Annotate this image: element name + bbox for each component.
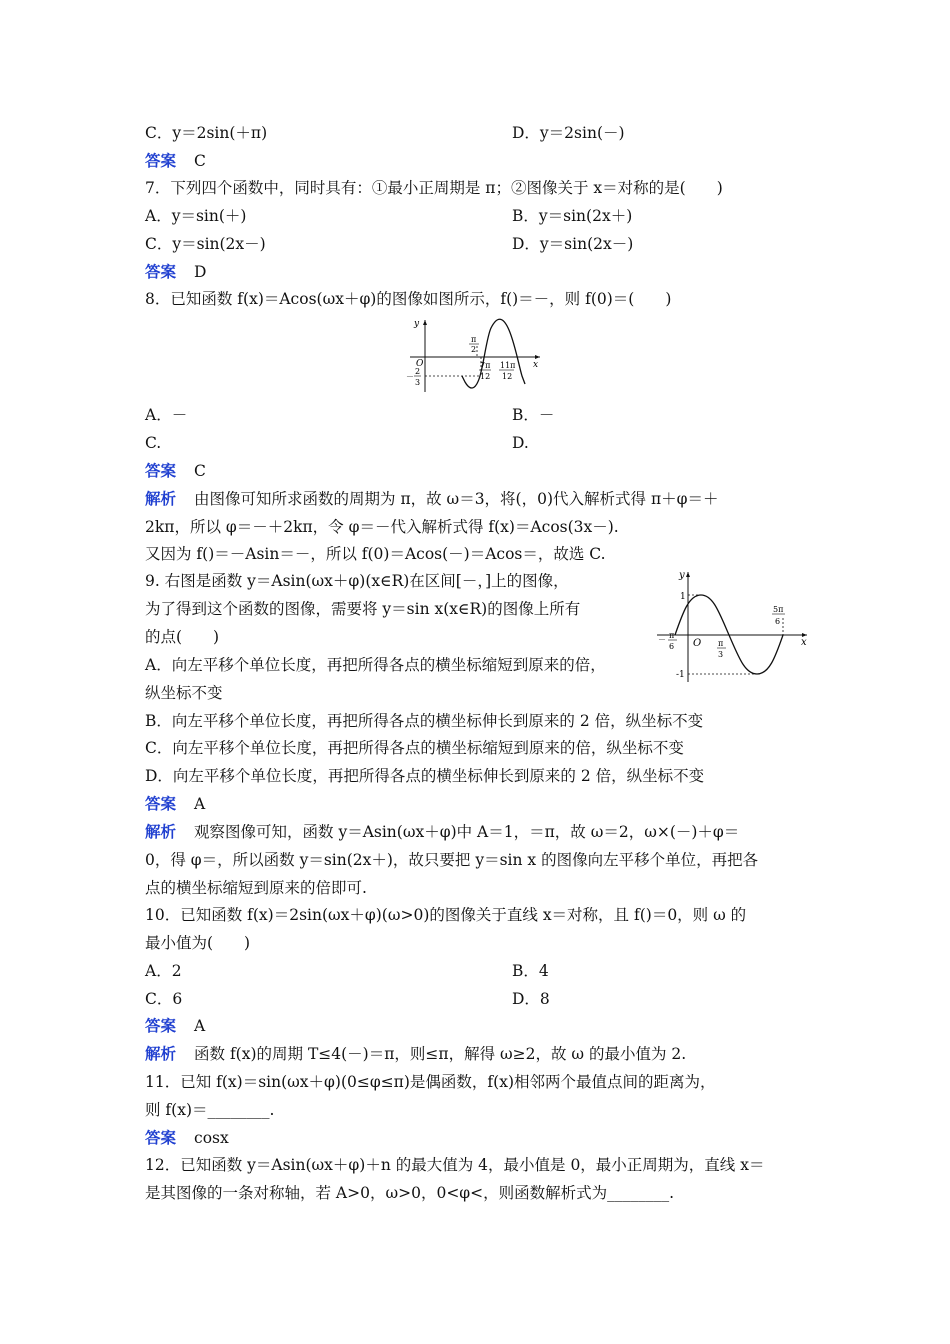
q9-pi-3-num: π: [718, 639, 724, 648]
q8-stem: 8．已知函数 f(x)＝Acos(ωx＋φ)的图像如图所示，f()＝－，则 f(0)＝( ): [145, 290, 672, 308]
q9-graph-x-label: x: [801, 637, 807, 648]
q9-graph-origin: O: [693, 638, 702, 649]
q10-option-a: A．2: [145, 962, 182, 980]
q8-cosine-graph: [405, 316, 545, 394]
q7-option-c: C．y＝sin(2x－): [145, 235, 266, 253]
q8-option-b: B．－: [512, 406, 555, 424]
q8-option-d: D.: [512, 434, 529, 452]
q8-pi-over-2-den: 2: [471, 345, 477, 354]
q12-stem-line2: 是其图像的一条对称轴，若 A>0，ω>0，0<φ<，则函数解析式为________.: [145, 1184, 675, 1202]
q8-option-c: C.: [145, 434, 162, 452]
answer-value: C: [194, 152, 206, 170]
analysis-text: 函数 f(x)的周期 T≤4(－)＝π，则≤π，解得 ω≥2，故 ω 的最小值为 2.: [194, 1045, 687, 1063]
q9-5pi-6-num: 5π: [773, 605, 784, 614]
analysis-text: 由图像可知所求函数的周期为 π，故 ω＝3，将(，0)代入解析式得 π＋φ＝＋: [194, 490, 719, 508]
answer-label: 答案: [145, 1129, 177, 1147]
q8-two-thirds-num: 2: [415, 367, 421, 376]
answer-label: 答案: [145, 1017, 177, 1035]
q9-option-c: C．向左平移个单位长度，再把所得各点的横坐标缩短到原来的倍，纵坐标不变: [145, 739, 684, 757]
q9-neg-sign: －: [658, 635, 666, 644]
q12-stem-line1: 12．已知函数 y＝Asin(ωx＋φ)＋n 的最大值为 4，最小值是 0，最小正周期为，直线 x＝: [145, 1156, 765, 1174]
answer-label: 答案: [145, 462, 177, 480]
q8-graph-y-label: y: [414, 319, 420, 329]
q9-option-b: B．向左平移个单位长度，再把所得各点的横坐标伸长到原来的 2 倍，纵坐标不变: [145, 712, 704, 730]
q9-pi-3-den: 3: [718, 650, 724, 659]
q9-stem-line3: 的点( ): [145, 628, 220, 646]
q9-option-d: D．向左平移个单位长度，再把所得各点的横坐标伸长到原来的 2 倍，纵坐标不变: [145, 767, 705, 785]
q8-two-thirds-den: 3: [415, 378, 421, 387]
answer-value: cosx: [194, 1129, 229, 1147]
q10-analysis: [145, 1043, 686, 1065]
q8-analysis-line3: 又因为 f()＝－Asin＝－，所以 f(0)＝Acos(－)＝Acos＝，故选 C.: [145, 545, 606, 563]
q10-stem-line1: 10．已知函数 f(x)＝2sin(ωx＋φ)(ω>0)的图像关于直线 x＝对称，且 f()＝0，则 ω 的: [145, 906, 747, 924]
q11-stem-line1: 11．已知 f(x)＝sin(ωx＋φ)(0≤φ≤π)是偶函数，f(x)相邻两个最值点间的距离为，: [145, 1073, 716, 1091]
q6-answer: [145, 150, 206, 172]
answer-value: C: [194, 462, 206, 480]
q7-answer: [145, 261, 206, 283]
q9-5pi-6-den: 6: [775, 617, 781, 626]
analysis-label: 解析: [145, 490, 177, 508]
q8-7pi-den: 12: [480, 372, 491, 381]
q8-11pi-den: 12: [502, 372, 513, 381]
q8-option-a: A．－: [145, 406, 188, 424]
q9-one-label: 1: [680, 592, 686, 602]
q10-option-c: C．6: [145, 990, 183, 1008]
q9-neg-one-label: -1: [676, 670, 685, 680]
answer-value: A: [194, 795, 206, 813]
q9-graph-y-label: y: [679, 570, 685, 581]
answer-label: 答案: [145, 263, 177, 281]
q8-neg-sign: －: [406, 372, 414, 381]
q9-analysis-line3: 点的横坐标缩短到原来的倍即可.: [145, 879, 367, 897]
q9-pi-6-den: 6: [669, 642, 675, 651]
analysis-text: 观察图像可知，函数 y＝Asin(ωx＋φ)中 A＝1，＝π，故 ω＝2，ω×(－)＋φ＝: [194, 823, 740, 841]
answer-value: A: [194, 1017, 206, 1035]
analysis-label: 解析: [145, 823, 177, 841]
answer-value: D: [194, 263, 207, 281]
answer-label: 答案: [145, 152, 177, 170]
q8-7pi-num: 7π: [480, 361, 491, 370]
q8-answer: [145, 460, 206, 482]
q10-option-b: B．4: [512, 962, 549, 980]
q10-option-d: D．8: [512, 990, 550, 1008]
q7-option-a: A．y＝sin(＋): [145, 207, 247, 225]
q9-option-a-line1: A．向左平移个单位长度，再把所得各点的横坐标缩短到原来的倍，: [145, 656, 606, 674]
q9-analysis-line1: [145, 821, 739, 843]
q8-11pi-num: 11π: [500, 361, 516, 370]
q9-stem-line1: 9. 右图是函数 y＝Asin(ωx＋φ)(x∈R)在区间[－，]上的图像，: [145, 572, 569, 590]
answer-label: 答案: [145, 795, 177, 813]
q9-stem-line2: 为了得到这个函数的图像，需要将 y＝sin x(x∈R)的图像上所有: [145, 600, 581, 618]
q7-stem: 7．下列四个函数中，同时具有：①最小正周期是 π；②图像关于 x＝对称的是( ): [145, 179, 723, 197]
q11-stem-line2: 则 f(x)＝________.: [145, 1101, 275, 1119]
q6-option-d: D．y＝2sin(－): [512, 124, 625, 142]
q7-option-d: D．y＝sin(2x－): [512, 235, 634, 253]
q7-option-b: B．y＝sin(2x＋): [512, 207, 633, 225]
analysis-label: 解析: [145, 1045, 177, 1063]
q6-option-c: C．y＝2sin(＋π): [145, 124, 268, 142]
q10-answer: [145, 1015, 205, 1037]
q8-analysis-line1: [145, 488, 718, 510]
q9-pi-6-num: π: [669, 631, 675, 640]
q8-analysis-line2: 2kπ，所以 φ＝－＋2kπ，令 φ＝－代入解析式得 f(x)＝Acos(3x－).: [145, 518, 619, 536]
q8-graph-origin: O: [416, 359, 424, 369]
q11-answer: [145, 1127, 229, 1149]
q8-pi-over-2-num: π: [471, 335, 477, 344]
q10-stem-line2: 最小值为( ): [145, 934, 251, 952]
q9-answer: [145, 793, 205, 815]
q9-sine-graph: [655, 566, 815, 684]
q8-graph-x-label: x: [533, 360, 539, 370]
q9-option-a-line2: 纵坐标不变: [145, 684, 223, 702]
q9-analysis-line2: 0，得 φ＝，所以函数 y＝sin(2x＋)，故只要把 y＝sin x 的图像向左平移个单位，再把各: [145, 851, 759, 869]
